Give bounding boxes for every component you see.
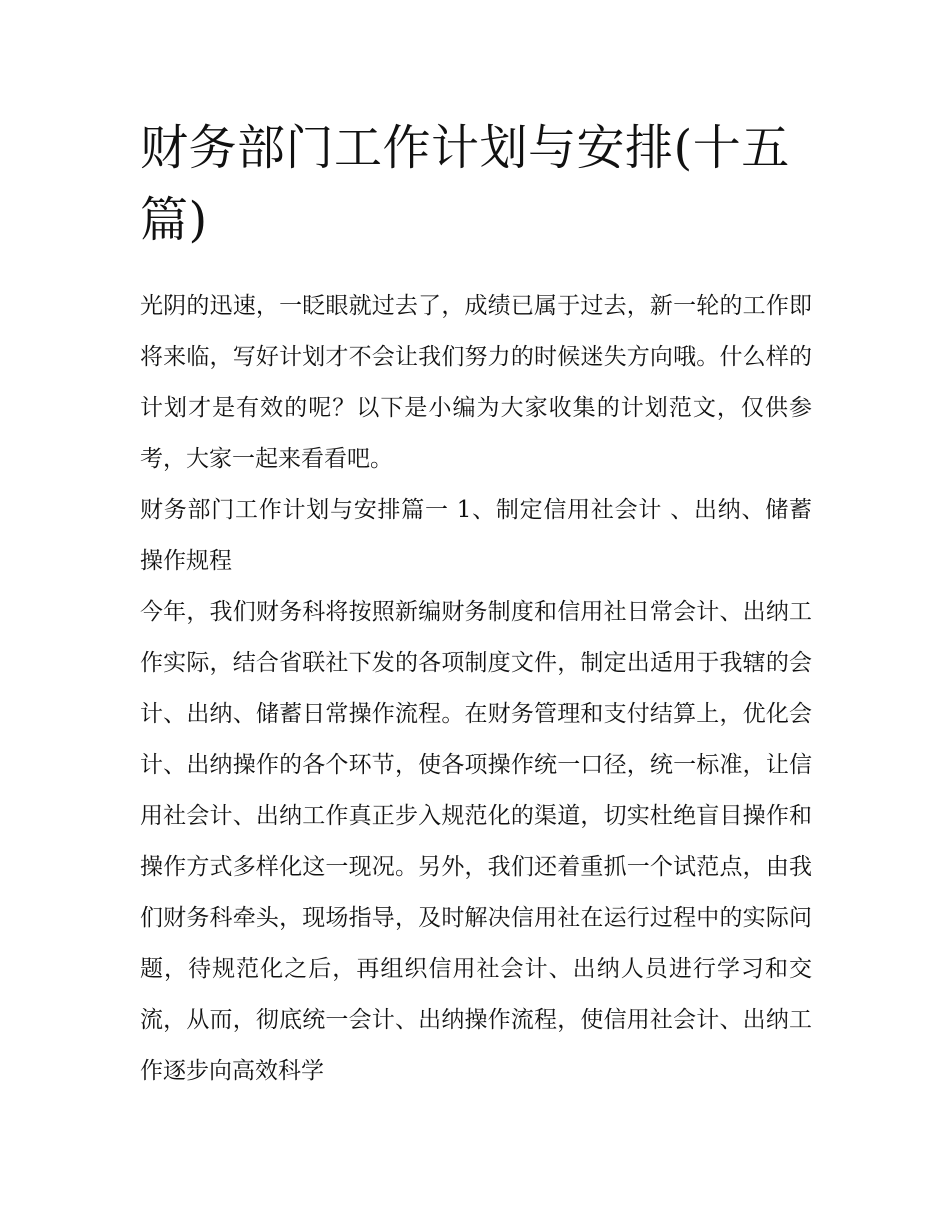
intro-paragraph: 光阴的迅速，一眨眼就过去了，成绩已属于过去，新一轮的工作即将来临，写好计划才不会让我们努力的时候迷失方向哦。什么样的计划才是有效的呢？以下是小编为大家收集的计划范文，仅供参考，大家一起来看看吧。: [140, 293, 812, 472]
section-heading-paragraph: 财务部门工作计划与安排篇一 1、制定信用社会计 、出纳、储蓄操作规程: [140, 497, 812, 574]
document-body: [140, 112, 812, 1097]
paragraph-list: [140, 281, 812, 1097]
document-title: 财务部门工作计划与安排(十五篇): [140, 120, 790, 248]
body-paragraph: 今年，我们财务科将按照新编财务制度和信用社日常会计、出纳工作实际，结合省联社下发的各项制度文件，制定出适用于我辖的会计、出纳、储蓄日常操作流程。在财务管理和支付结算上，优化会计、出纳操作的各个环节，使各项操作统一口径，统一标准，让信用社会计、出纳工作真正步入规范化的渠道，切实杜绝盲目操作和操作方式多样化这一现况。另外，我们还着重抓一个试范点，由我们财务科牵头，现场指导，及时解决信用社在运行过程中的实际问题，待规范化之后，再组织信用社会计、出纳人员进行学习和交流，从而，彻底统一会计、出纳操作流程，使信用社会计、出纳工作逐步向高效科学: [140, 599, 812, 1084]
